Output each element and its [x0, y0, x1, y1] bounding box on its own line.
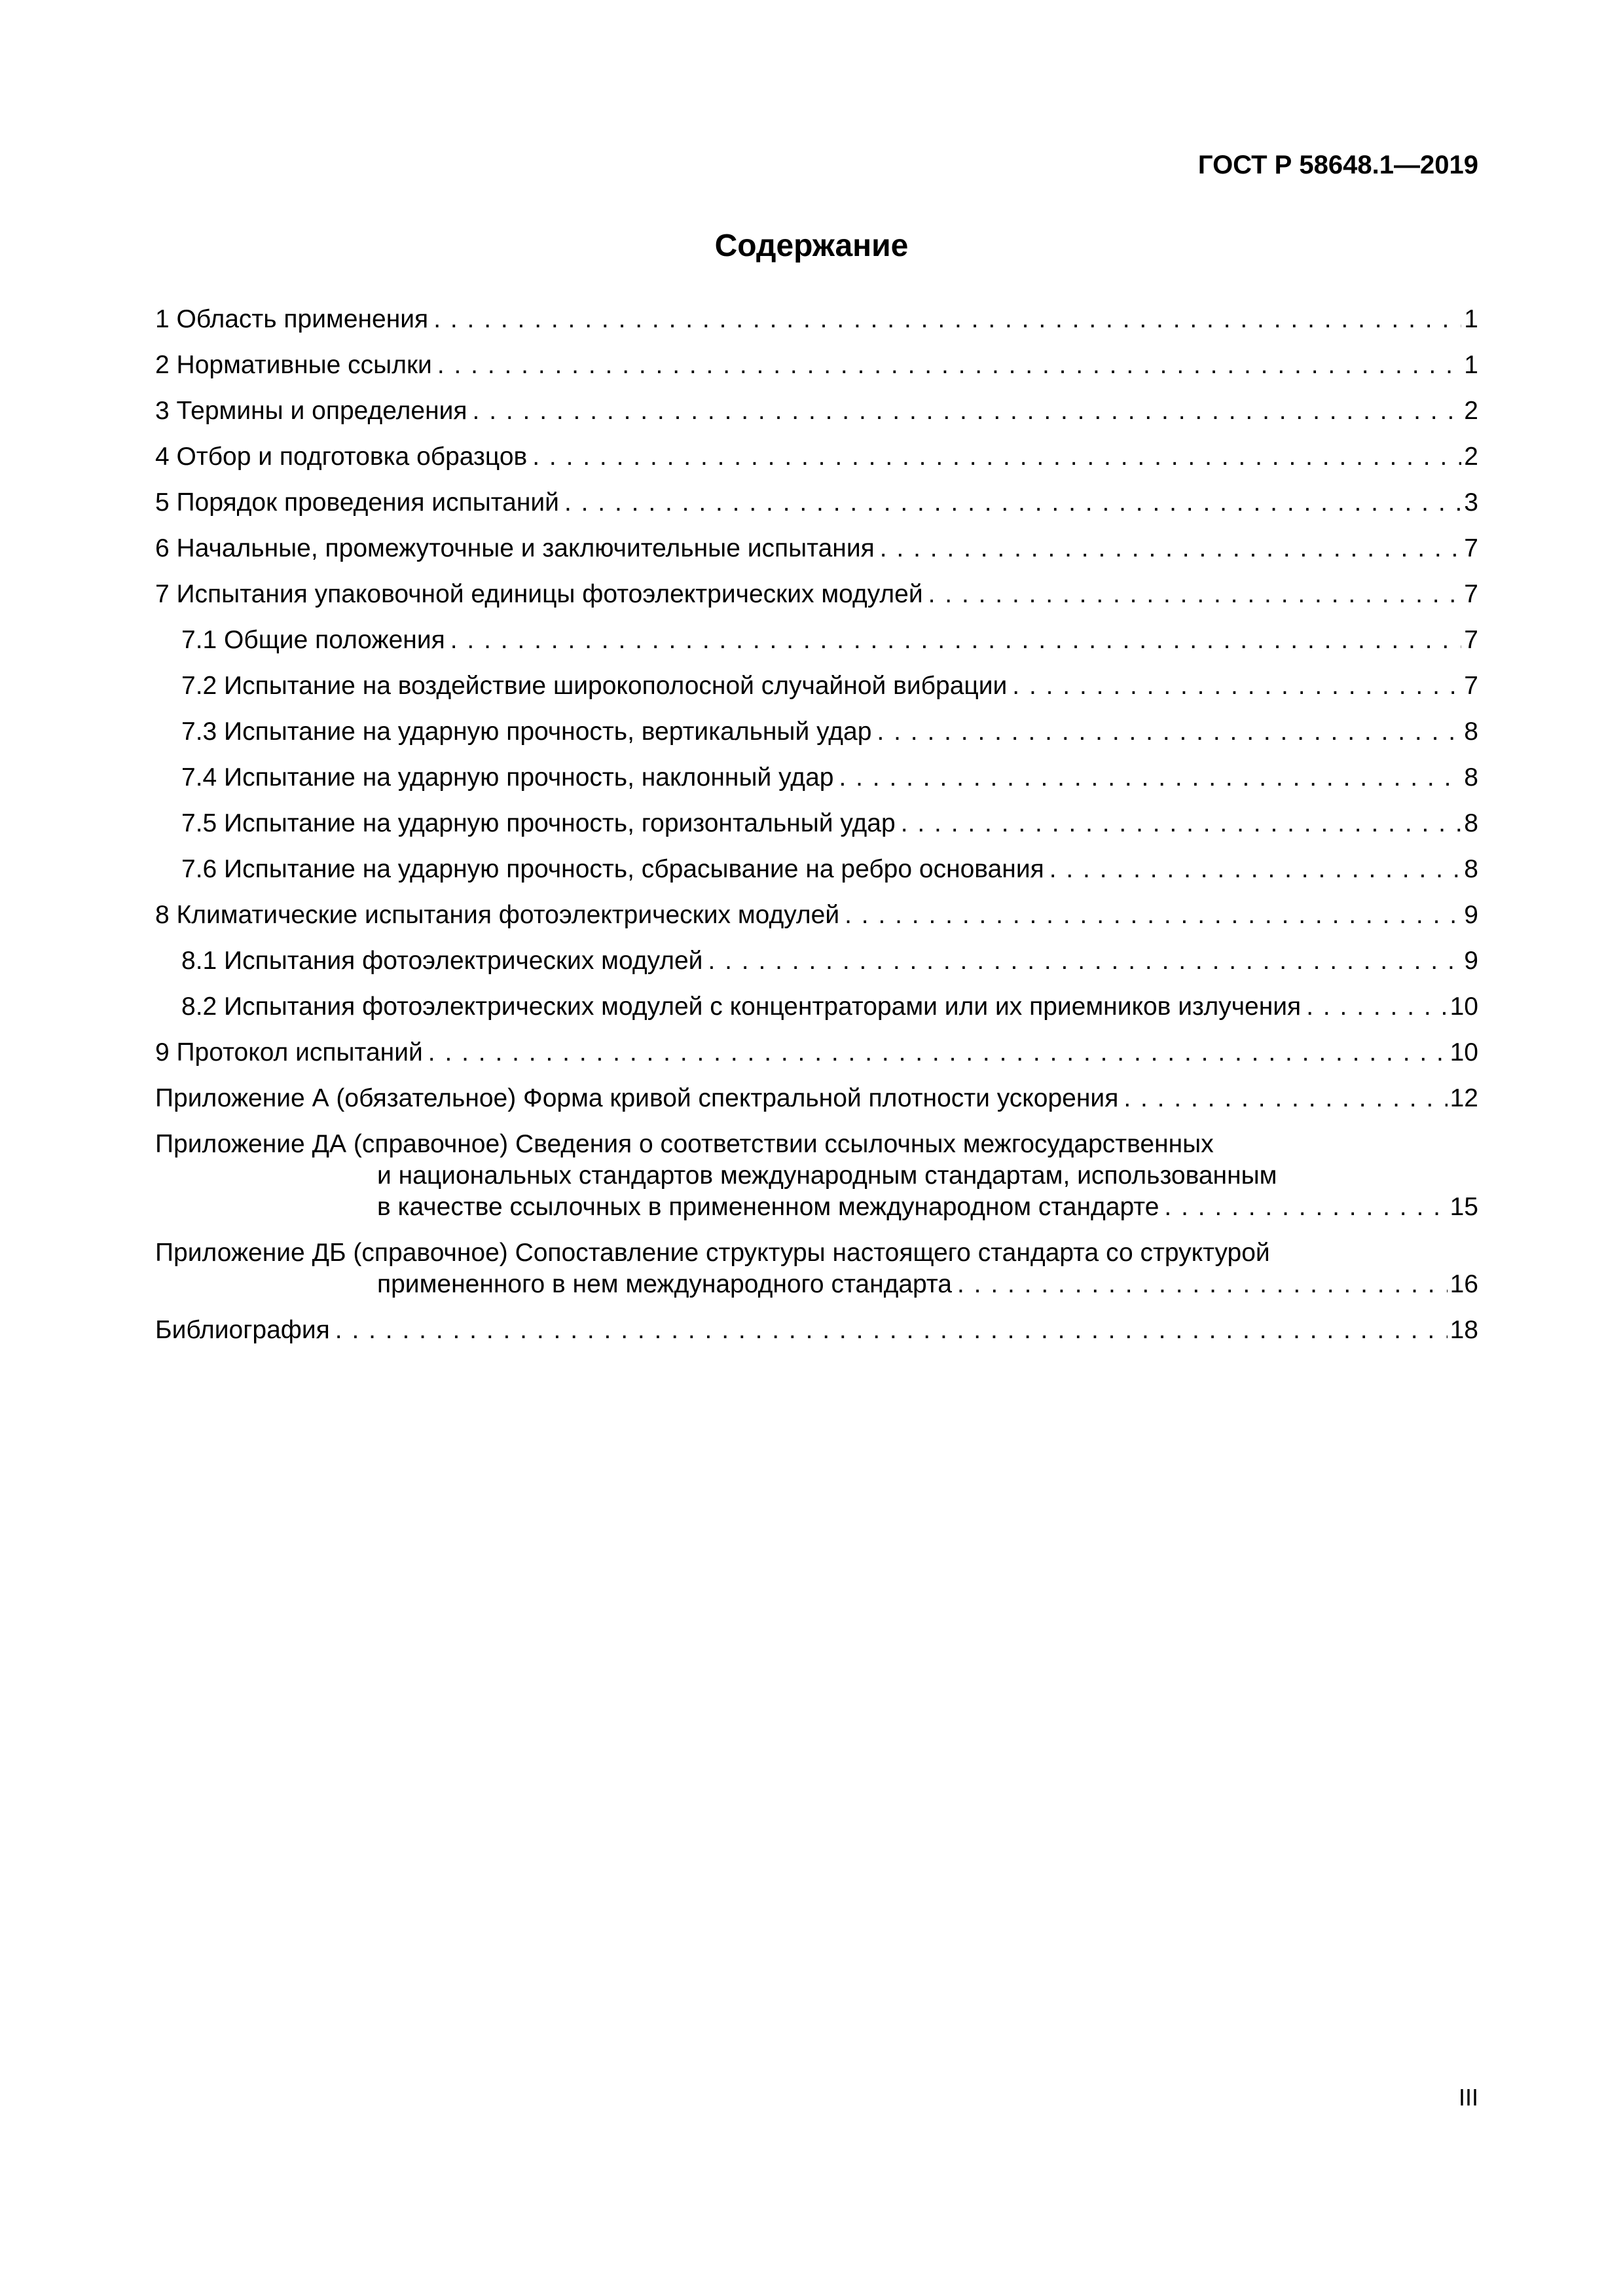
dot-leader — [1049, 854, 1462, 885]
toc-entry-text: 7.6 Испытание на ударную прочность, сбрасывание на ребро основания — [181, 855, 1044, 883]
dot-leader — [928, 579, 1462, 610]
toc-entry-appendix-a[interactable] — [155, 1083, 1478, 1114]
dot-leader — [437, 350, 1461, 381]
dot-leader — [1306, 991, 1447, 1023]
toc-entry-2[interactable] — [155, 350, 1478, 381]
dot-leader — [1164, 1192, 1447, 1223]
toc-page-number: 16 — [1450, 1270, 1478, 1298]
toc-entry-text: 7.5 Испытание на ударную прочность, горизонтальный удар — [181, 809, 896, 837]
toc-entry-6[interactable] — [155, 533, 1478, 564]
toc-entry-3[interactable] — [155, 395, 1478, 427]
dot-leader — [1123, 1083, 1447, 1114]
toc-page-number: 9 — [1464, 901, 1478, 929]
toc-entry-text: 7.2 Испытание на воздействие широкополосной случайной вибрации — [181, 672, 1008, 700]
toc-entry-text: 7.1 Общие положения — [181, 626, 445, 654]
dot-leader — [845, 900, 1461, 931]
toc-entry-text: 1 Область применения — [155, 305, 429, 333]
toc-entry-8-1[interactable] — [155, 945, 1478, 977]
toc-entry-text: 2 Нормативные ссылки — [155, 351, 432, 379]
toc-entry-appendix-db[interactable] — [155, 1237, 1478, 1300]
toc-entry-7-3[interactable] — [155, 716, 1478, 748]
toc-page-number: 3 — [1464, 488, 1478, 517]
toc-page-number: 2 — [1464, 443, 1478, 471]
toc-entry-text: 6 Начальные, промежуточные и заключительные испытания — [155, 534, 875, 562]
toc-entry-8-2[interactable] — [155, 991, 1478, 1023]
toc-entry-7-2[interactable] — [155, 670, 1478, 702]
dot-leader — [901, 808, 1462, 839]
toc-entry-appendix-da[interactable] — [155, 1129, 1478, 1223]
toc-page-number: 7 — [1464, 626, 1478, 654]
toc-entry-text: 8.1 Испытания фотоэлектрических модулей — [181, 947, 703, 975]
table-of-contents — [155, 304, 1478, 1360]
toc-page-number: 8 — [1464, 809, 1478, 837]
dot-leader — [877, 716, 1461, 748]
toc-page-number: 7 — [1464, 672, 1478, 700]
toc-entry-text: 5 Порядок проведения испытаний — [155, 488, 559, 517]
toc-entry-7-6[interactable] — [155, 854, 1478, 885]
dot-leader — [564, 487, 1461, 519]
toc-page-number: 1 — [1464, 305, 1478, 333]
toc-entry-text-line-1: Приложение ДБ (справочное) Сопоставление структуры настоящего стандарта со структурой — [155, 1239, 1270, 1267]
dot-leader — [880, 533, 1462, 564]
page-number: III — [1458, 2084, 1478, 2111]
toc-entry-text-line-2: примененного в нем международного стандарта — [377, 1270, 952, 1298]
toc-entry-text: 7 Испытания упаковочной единицы фотоэлектрических модулей — [155, 580, 923, 608]
toc-entry-text: 8 Климатические испытания фотоэлектрических модулей — [155, 901, 840, 929]
dot-leader — [708, 945, 1461, 977]
dot-leader — [335, 1315, 1448, 1346]
toc-page-number: 10 — [1450, 993, 1478, 1021]
toc-page-number: 8 — [1464, 763, 1478, 792]
toc-entry-4[interactable] — [155, 441, 1478, 473]
dot-leader — [532, 441, 1461, 473]
toc-entry-text: Приложение А (обязательное) Форма кривой спектральной плотности ускорения — [155, 1084, 1119, 1112]
toc-page-number: 7 — [1464, 580, 1478, 608]
toc-entry-9[interactable] — [155, 1037, 1478, 1068]
toc-entry-text-line-3: в качестве ссылочных в примененном международном стандарте — [377, 1193, 1159, 1221]
toc-entry-text: 9 Протокол испытаний — [155, 1038, 423, 1066]
toc-entry-7-5[interactable] — [155, 808, 1478, 839]
toc-entry-text: 8.2 Испытания фотоэлектрических модулей с концентраторами или их приемников излучения — [181, 993, 1302, 1021]
toc-entry-bibliography[interactable] — [155, 1315, 1478, 1346]
dot-leader — [957, 1269, 1448, 1300]
toc-entry-5[interactable] — [155, 487, 1478, 519]
toc-entry-text: 3 Термины и определения — [155, 397, 467, 425]
toc-page-number: 18 — [1450, 1316, 1478, 1344]
dot-leader — [433, 304, 1461, 335]
toc-page-number: 12 — [1450, 1084, 1478, 1112]
toc-entry-text: 7.3 Испытание на ударную прочность, вертикальный удар — [181, 718, 872, 746]
toc-page-number: 10 — [1450, 1038, 1478, 1066]
toc-page-number: 15 — [1450, 1193, 1478, 1221]
dot-leader — [1012, 670, 1461, 702]
toc-entry-8[interactable] — [155, 900, 1478, 931]
toc-page-number: 8 — [1464, 855, 1478, 883]
document-code: ГОСТ Р 58648.1—2019 — [1197, 151, 1478, 179]
toc-entry-7-1[interactable] — [155, 625, 1478, 656]
toc-entry-1[interactable] — [155, 304, 1478, 335]
dot-leader — [473, 395, 1462, 427]
toc-page-number: 8 — [1464, 718, 1478, 746]
dot-leader — [428, 1037, 1448, 1068]
toc-entry-text-line-2: и национальных стандартов международным стандартам, использованным — [377, 1161, 1277, 1190]
toc-entry-text-line-1: Приложение ДА (справочное) Сведения о соответствии ссылочных межгосударственных — [155, 1130, 1214, 1158]
toc-page-number: 1 — [1464, 351, 1478, 379]
toc-entry-7-4[interactable] — [155, 762, 1478, 793]
toc-page-number: 2 — [1464, 397, 1478, 425]
toc-entry-text: 7.4 Испытание на ударную прочность, наклонный удар — [181, 763, 834, 792]
toc-entry-text: 4 Отбор и подготовка образцов — [155, 443, 528, 471]
dot-leader — [450, 625, 1462, 656]
toc-title: Содержание — [714, 228, 909, 263]
toc-page-number: 7 — [1464, 534, 1478, 562]
toc-entry-7[interactable] — [155, 579, 1478, 610]
toc-page-number: 9 — [1464, 947, 1478, 975]
toc-entry-text: Библиография — [155, 1316, 330, 1344]
dot-leader — [839, 762, 1461, 793]
